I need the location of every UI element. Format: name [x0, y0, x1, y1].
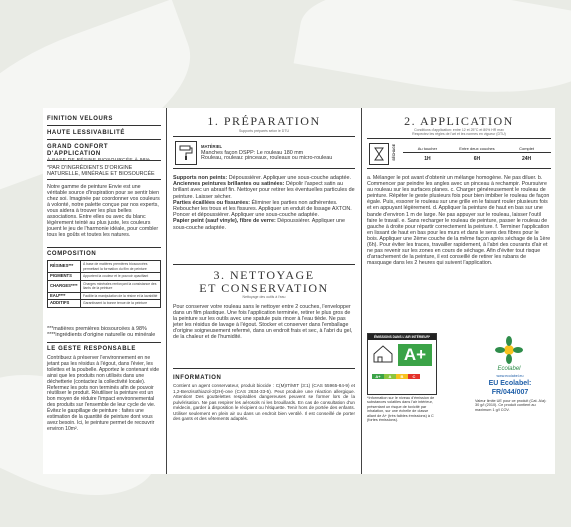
background-leaf [294, 0, 571, 115]
ecolabel-title: EU Ecolabel: [488, 380, 532, 387]
emissions-scale: A+ A B C [372, 374, 420, 379]
information-title: INFORMATION [173, 375, 222, 381]
material-text: Manches façon DSPP: Le rouleau 180 mm [201, 150, 304, 156]
table-row: RÉSINES*** À base de matières premières biosourcées permettant la formation du film de peinture [48, 261, 161, 273]
table-row: ADDITIFS Garantissent la bonne tenue de la peinture [48, 300, 161, 308]
material-text-2: Rouleau, rouleau: pinceaux, rouleaux ou micro-rouleau [201, 155, 333, 161]
table-row: EAU**** Facilite la manipulation de la résine et la lavabilité [48, 292, 161, 300]
house-icon [372, 344, 394, 364]
drying-headers: Au toucher Entre deux couches Complet [403, 144, 551, 153]
divider [173, 168, 355, 169]
cleaning-subtitle: Nettoyage des outils à l'eau [242, 295, 286, 299]
biobased-note: *PAR D'INGRÉDIENTS D'ORIGINE NATURELLE, MINÉRALE ET BIOSOURCÉE [47, 165, 155, 178]
eco-text: Contribuez à préserver l'environnement en ne jetant pas les résidus à l'égout, dans l'évier, les toilettes et la poubelle. Apportez le contenant vide ainsi que les produits non utilisés dans une déchetterie (contactez la collectivité locale). Refermez les pots non terminés afin de pouvoir réutiliser le produit. Réutiliser la peinture est un bon moyen de réduire l'impact environnemental des produits sur l'ensemble de leur cycle de vie. Évitez le gaspillage de peinture : faites une estimation de la quantité de peinture dont vous avez besoin. Ici, le peinture permet de recouvrir environ 10m². [47, 355, 160, 432]
emissions-note: *Information sur le niveau d'émission de substances volatiles dans l'air intérieur, présentant un risque de toxicité par inhalation, sur une échelle de classe allant de A+ (très faibles émissions) à C (fortes émissions). [367, 396, 435, 423]
composition-note: ***matières premières biosourcées à 98% ****ingrédients d'origine naturelle ou minérale [47, 326, 156, 339]
svg-text:Ecolabel: Ecolabel [497, 366, 521, 372]
divider [173, 136, 355, 137]
emissions-badge [367, 333, 437, 395]
emissions-grade: A+ [398, 344, 432, 366]
application-title: 2. APPLICATION [404, 114, 514, 128]
drying-label: SÉCHAGE [392, 144, 396, 161]
composition-title: COMPOSITION [47, 251, 97, 257]
divider [367, 138, 551, 139]
flower-logo [491, 334, 527, 372]
paint-label [43, 108, 555, 474]
emissions-header: ÉMISSIONS DANS L'AIR INTÉRIEUR* [368, 334, 436, 340]
right-column [363, 108, 555, 474]
table-row: CHARGES**** Charges minérales renforçant la consistance des liants de la peinture [48, 280, 161, 292]
hourglass-icon [369, 143, 389, 165]
application-subtitle: Conditions d'application: entre 12 et 25°C et 80% HR max [414, 128, 504, 132]
biobased-claim: À BASE DE RÉSINE BIOSOURCÉE À 98% [47, 158, 151, 163]
preparation-title: 1. PRÉPARATION [207, 114, 321, 128]
comfort-title: GRAND CONFORT D'APPLICATION [47, 142, 161, 161]
information-text: Contient un agent conservateur, produit biocide : C(M)IT/MIT (3:1) (CAS 55965-84-9) et 1,2-Benzisothiazol-3(2H)-one (CAS 2634-33-5). Peut produire une réaction allergique. Attention! Des gouttelettes respirables dangereuses peuvent se former lors de la pulvérisation. Ne pas respirer les aérosols ni les brouillards. En cas de consultation d'un médecin, garder à disposition le récipient ou l'étiquette. Tenir hors de portée des enfants. Utiliser seulement en plein air ou dans un endroit bien ventilé. Il est conseillé de porter des gants et des vêtements adaptés. [173, 383, 355, 421]
application-steps: a. Mélanger le pot avant d'obtenir un mélange homogène. Ne pas diluer. b. Commencer par peindre les angles avec un pinceau à rechampir. Poursuivre au rouleau sur les surfaces planes. c. Charger généreusement le rouleau de peinture. Répéter le geste plusieurs fois pour bien imbiber le rouleau de façon égale. Puis, essorer le rouleau sur une grille en le faisant rouler plusieurs fois et en appuyant légèrement. d. Appliquer la peinture de haut en bas sur une bande d'environ 1 m de large. Ne pas appuyer sur le rouleau, laisser l'outil faire le travail. e. Sans recharger le rouleau de peinture, passer le rouleau de gauche à droite pour répartir correctement la peinture. f. Terminer l'application en lissant de haut en bas pour les murs et dans le sens des fibres pour le bois. Appliquer une 2ème couche de la même façon après séchage de la 1ère (6h). Pour éviter les traces, travailler rapidement, à l'abri des courants d'air et ne pas revenir sur les zones en cours de séchage. Afin d'éviter tout risque d'arrachement de la peinture, il est conseillé de retirer les rubans de masquage dans les 2 heures qui suivent l'application. [367, 175, 551, 267]
composition-table [47, 260, 161, 308]
intro-text: Notre gamme de peinture Envie est une véritable source d'inspiration pour se sentir bien chez soi. Imaginée par coordonner vos couleurs à volonté, notre palette conçue par nos experts, vous aidera à trouver les plus belles associations. Entre elles ou avec du blanc légèrement teinté au plus juste, les couleurs jouent le jeu de l'harmonie idéale, pour combler tous les goûts et toutes les natures. [47, 184, 160, 238]
cleaning-title: 3. NETTOYAGE [213, 268, 315, 282]
cleaning-text: Pour conserver votre rouleau sans le nettoyer entre 2 couches, l'envelopper dans un film plastique. Une fois l'application terminée, retirer le plus gros de la peinture sur les outils avec une spatule puis rincer à l'eau tiède. Ne pas jeter les résidus de lavage à l'égout. Stocker et conserver dans l'emballage d'origine soigneusement refermé, dans un endroit frais et sec, à l'abri du gel, de la chaleur et de l'humidité. [173, 304, 353, 340]
application-subtitle-2: Respectez les règles de l'art et les normes en vigueur (DTU) [412, 132, 506, 136]
column-divider [166, 108, 167, 474]
cleaning-title-2: ET CONSERVATION [199, 281, 329, 295]
column-divider [361, 108, 362, 474]
divider [173, 368, 355, 369]
eco-title: LE GESTE RESPONSABLE [47, 346, 137, 352]
drying-values: 1H 6H 24H [424, 155, 532, 162]
preparation-subtitle: Supports préparés selon le DTU [239, 129, 289, 133]
preparation-text: Supports non peints: Dépoussiérer. Appliquer une sous-couche adaptée. Anciennes peintures brillantes ou satinées: Dépolir l'aspect satin au brillant avec un abrasif fin. Nettoyer pour retirer les éventuelles particules de peinture. Laisser sécher. Parties écaillées ou fissurées: Éliminer les parties non adhérentes. Reboucher les trous et les fissures. Appliquer un enduit de lissage AXTON. Poncer et dépoussiérer. Appliquer une sous-couche adaptée. Papier peint (sauf vinyle), fibre de verre: Dépoussiérer. Appliquer une sous-couche adaptée. [173, 175, 355, 231]
washability-title: HAUTE LESSIVABILITÉ [47, 128, 161, 140]
ecolabel-note: Valeur limite UE pour ce produit (Cat. A/a): 30 g/l (2010). Ce produit contient au maximum 1 g/l COV. [475, 399, 547, 412]
ecolabel-code: FR/044/007 [491, 389, 529, 396]
left-column [43, 108, 165, 474]
roller-icon [175, 141, 197, 165]
ecolabel-site: www.ecolabel.eu [496, 374, 524, 378]
divider [367, 168, 551, 169]
divider [173, 264, 355, 265]
table-row: PIGMENTS Apportent la couleur et le pouvoir opacifiant [48, 273, 161, 281]
divider [47, 342, 161, 343]
divider [47, 247, 161, 248]
finish-title: FINITION VELOURS [47, 114, 161, 126]
divider [47, 179, 161, 180]
middle-column [169, 108, 359, 474]
material-label: MATÉRIEL [201, 144, 223, 149]
